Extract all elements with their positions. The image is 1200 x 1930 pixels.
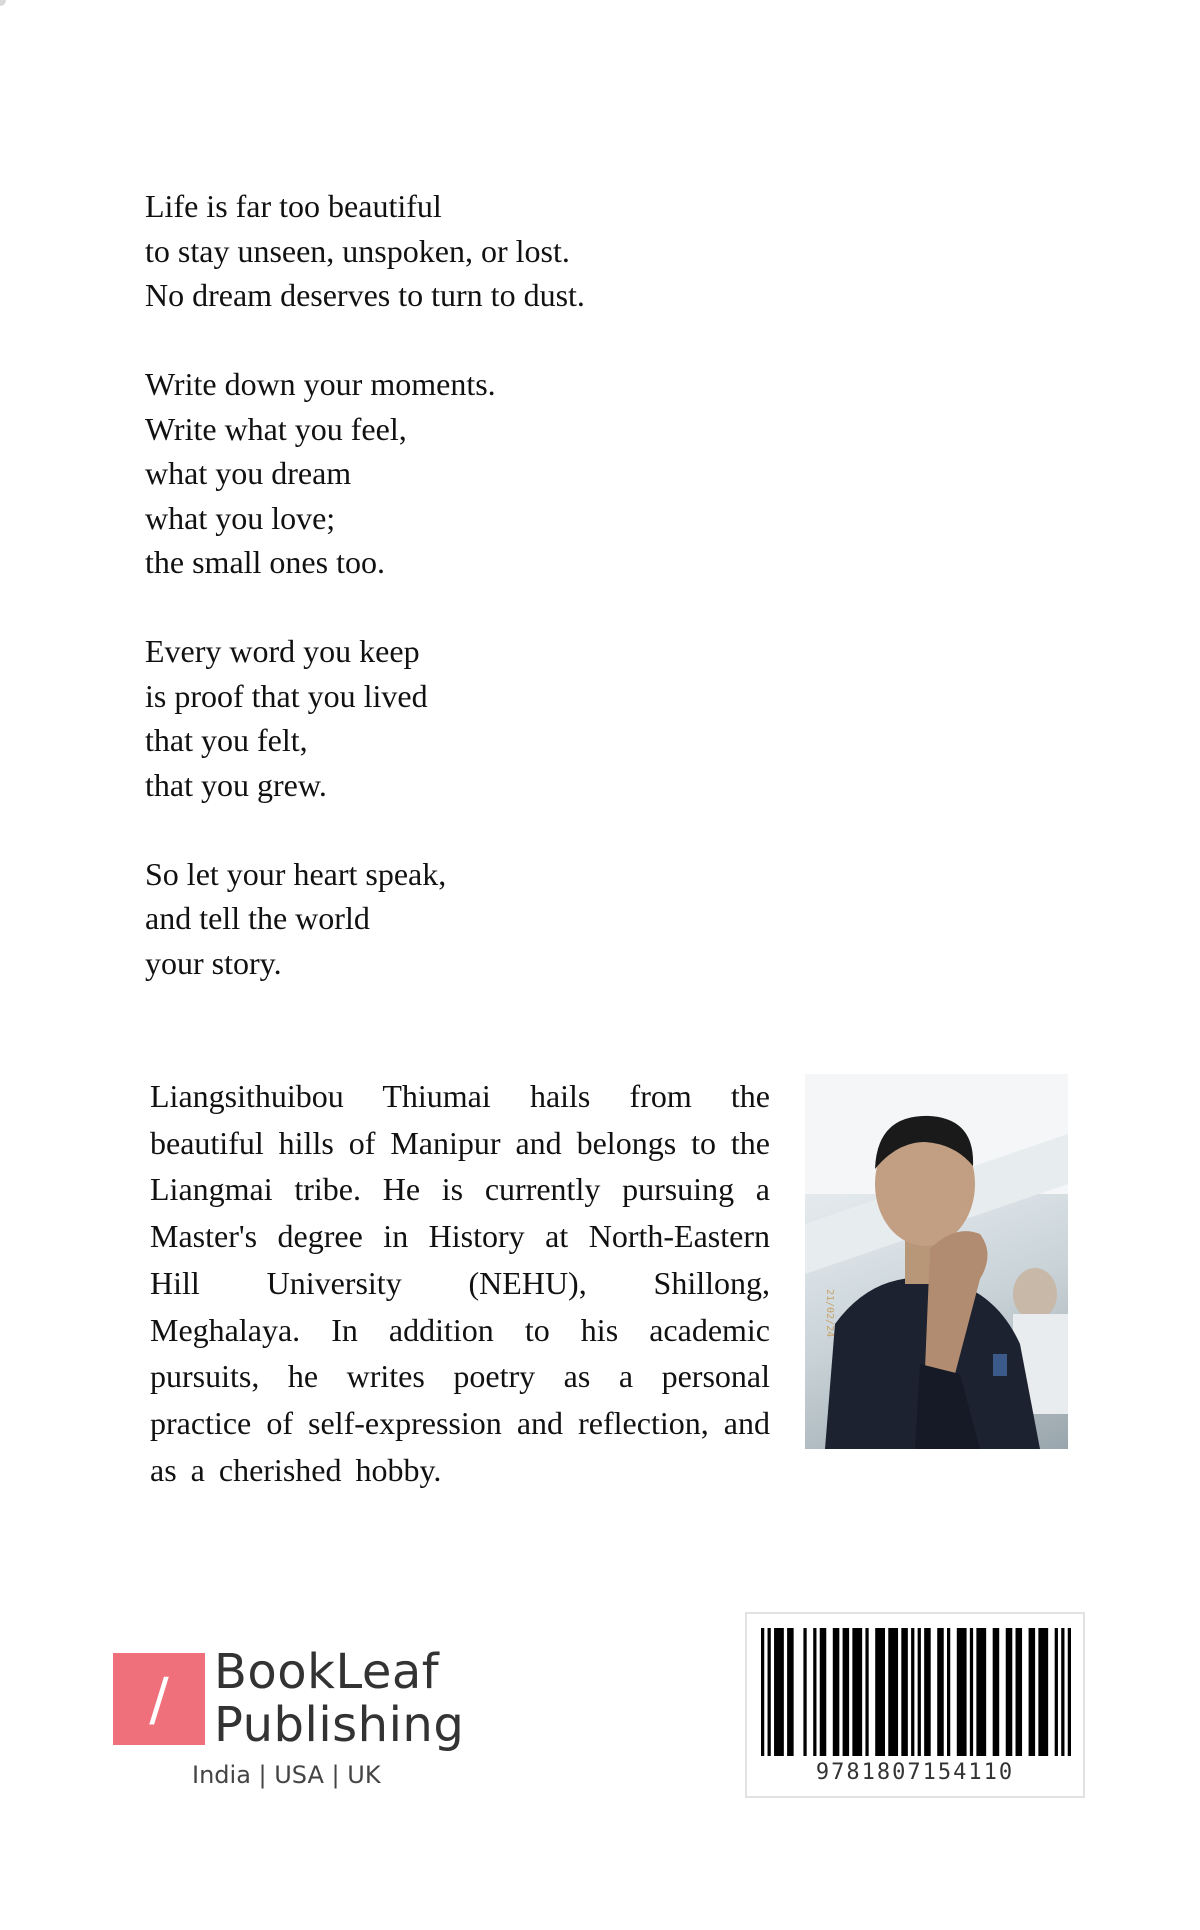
publisher-name-line1: BookLeaf	[214, 1644, 440, 1700]
poem-line: is proof that you lived	[145, 677, 428, 714]
author-bio: Liangsithuibou Thiumai hails from the beautiful hills of Manipur and belongs to the Liangmai tribe. He is currently pursuing a Master's degree in History at North-Eastern Hill University (NEHU), Shillong, Meghalaya. In addition to his academic pursuits, he writes poetry as a personal practice of self-expression and reflection, and as a cherished hobby.	[150, 1078, 770, 1488]
barcode-bar	[1038, 1628, 1048, 1756]
poem-line: Write what you feel,	[145, 410, 407, 447]
barcode-bar	[976, 1628, 986, 1756]
poem-stanza	[145, 852, 785, 986]
barcode-bar	[875, 1628, 885, 1756]
barcode-bars	[761, 1628, 1071, 1756]
barcode-bar	[761, 1628, 764, 1756]
poem-line: your story.	[145, 944, 282, 981]
poem-line: and tell the world	[145, 900, 370, 936]
barcode-bar	[993, 1628, 1000, 1756]
poem-line: Every word you keep	[145, 633, 420, 669]
barcode-bar	[1029, 1628, 1036, 1756]
poem	[145, 184, 785, 985]
barcode-bar	[937, 1628, 944, 1756]
barcode-bar	[1068, 1628, 1071, 1756]
barcode-bar	[774, 1628, 784, 1756]
barcode-bar	[924, 1628, 931, 1756]
isbn-number: 9781807154110	[815, 1760, 1015, 1785]
isbn-barcode	[745, 1612, 1085, 1798]
barcode-bar	[787, 1628, 794, 1756]
page-corner-mark	[0, 0, 6, 6]
barcode-bar	[911, 1628, 914, 1756]
barcode-bar	[833, 1628, 840, 1756]
publisher-logo-slash-icon: /	[149, 1665, 169, 1733]
barcode-bar	[852, 1628, 862, 1756]
barcode-bar	[803, 1628, 806, 1756]
poem-line: to stay unseen, unspoken, or lost.	[145, 232, 570, 269]
poem-line: the small ones too.	[145, 544, 385, 580]
barcode-bar	[957, 1628, 967, 1756]
barcode-bar	[813, 1628, 816, 1756]
photo-date-stamp: 21/02/24	[824, 1289, 835, 1338]
poem-line: what you love;	[145, 499, 336, 536]
poem-line: Life is far too beautiful	[145, 188, 442, 224]
poem-line: So let your heart speak,	[145, 855, 447, 892]
poem-line: that you grew.	[145, 766, 327, 803]
publisher-regions: India | USA | UK	[192, 1761, 381, 1789]
barcode-bar	[1006, 1628, 1013, 1756]
barcode-bar	[888, 1628, 898, 1756]
barcode-bar	[1016, 1628, 1023, 1756]
poem-line: No dream deserves to turn to dust.	[145, 277, 585, 313]
photo-background-person	[1013, 1268, 1057, 1320]
author-photo	[805, 1074, 1068, 1449]
publisher-name-line2: Publishing	[214, 1697, 465, 1753]
barcode-bar	[843, 1628, 850, 1756]
poem-stanza	[145, 184, 785, 318]
barcode-bar	[820, 1628, 827, 1756]
poem-line: that you felt,	[145, 722, 308, 758]
barcode-bar	[768, 1628, 771, 1756]
poem-line: what you dream	[145, 455, 352, 491]
barcode-bar	[865, 1628, 868, 1756]
barcode-bar	[1055, 1628, 1058, 1756]
poem-stanza	[145, 362, 785, 585]
author-photo-illustration	[805, 1074, 1068, 1449]
barcode-bar	[918, 1628, 921, 1756]
barcode-bar	[970, 1628, 973, 1756]
photo-badge	[993, 1354, 1007, 1376]
publisher-logo-mark	[113, 1653, 205, 1745]
barcode-bar	[901, 1628, 908, 1756]
barcode-bar	[1061, 1628, 1064, 1756]
poem-stanza	[145, 629, 785, 807]
barcode-bar	[947, 1628, 950, 1756]
publisher-logo-wordmark	[214, 1646, 464, 1752]
poem-line: Write down your moments.	[145, 366, 496, 402]
